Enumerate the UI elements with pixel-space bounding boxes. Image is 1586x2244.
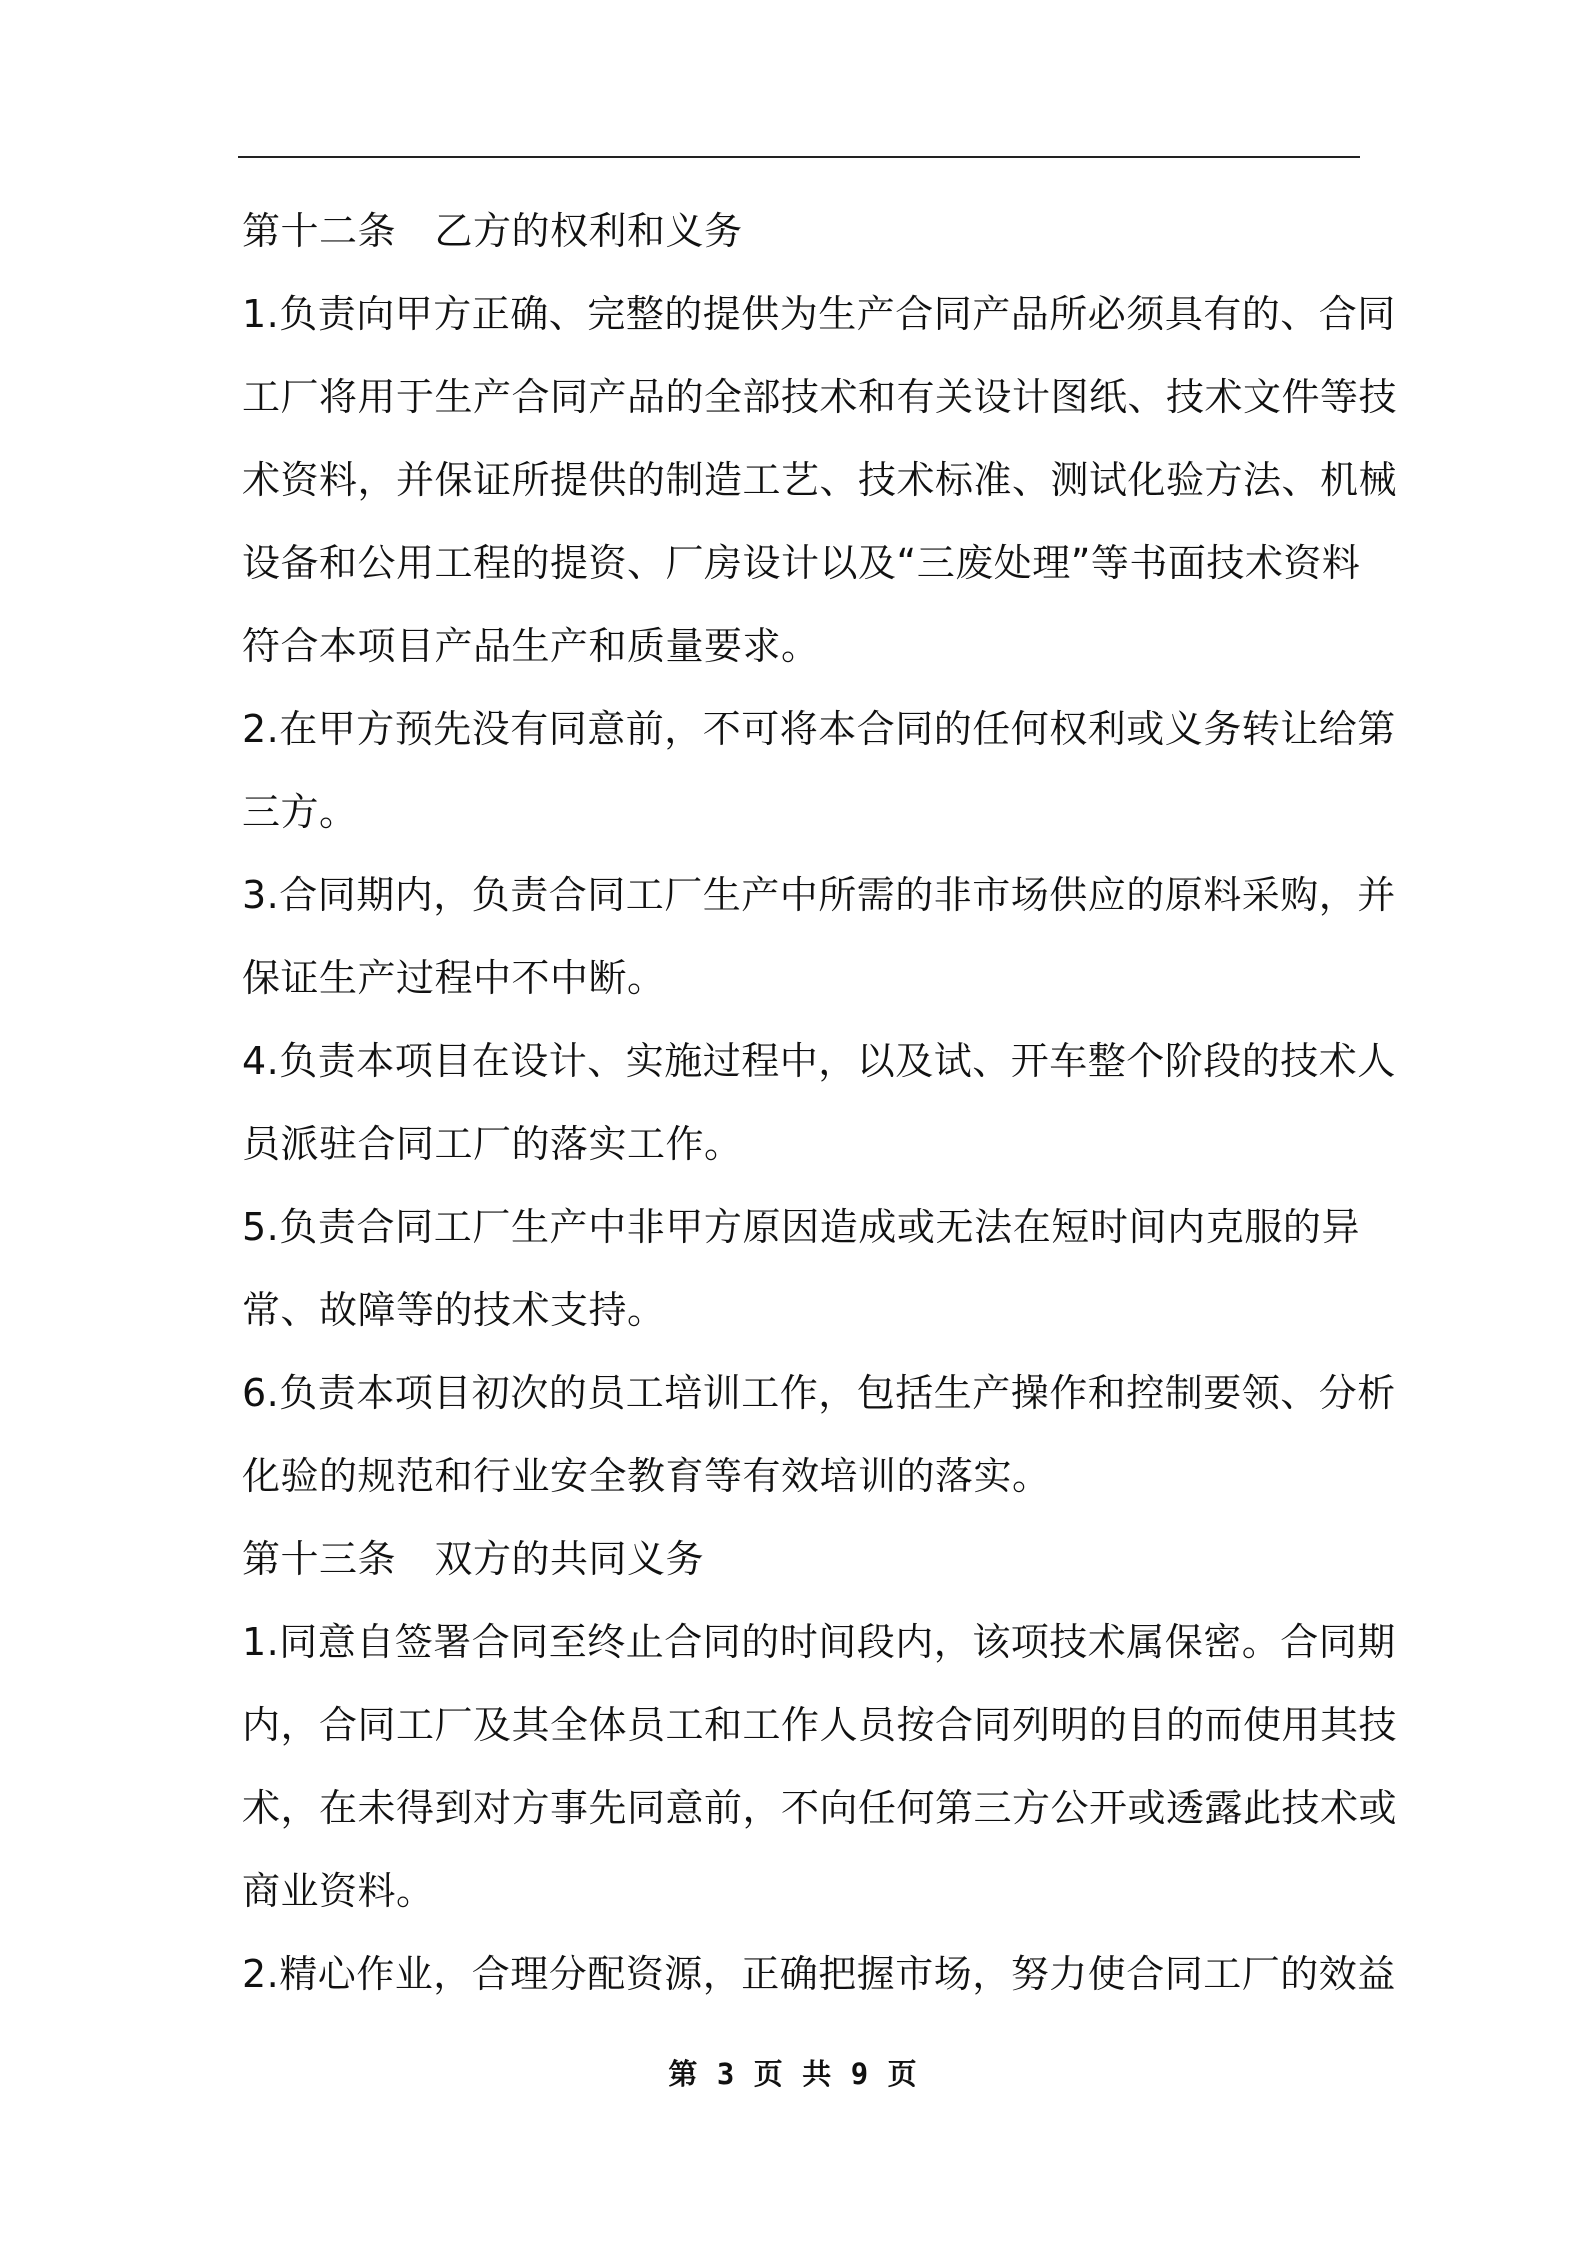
paragraph-line: 1.负责向甲方正确、完整的提供为生产合同产品所必须具有的、合同 [242,292,1396,336]
paragraph-line: 符合本项目产品生产和质量要求。 [242,624,820,668]
paragraph-line: 2.在甲方预先没有同意前，不可将本合同的任何权利或义务转让给第 [242,707,1396,751]
paragraph-line: 5.负责合同工厂生产中非甲方原因造成或无法在短时间内克服的异 [242,1205,1360,1249]
section-heading-12: 第十二条 乙方的权利和义务 [242,209,743,253]
paragraph-line: 3.合同期内，负责合同工厂生产中所需的非市场供应的原料采购，并 [242,873,1396,917]
paragraph-line: 1.同意自签署合同至终止合同的时间段内，该项技术属保密。合同期 [242,1620,1396,1664]
paragraph-line: 员派驻合同工厂的落实工作。 [242,1122,743,1166]
paragraph-line: 常、故障等的技术支持。 [242,1288,666,1332]
paragraph-line: 术，在未得到对方事先同意前，不向任何第三方公开或透露此技术或 [242,1786,1398,1830]
paragraph-line: 内，合同工厂及其全体员工和工作人员按合同列明的目的而使用其技 [242,1703,1398,1747]
paragraph-line: 商业资料。 [242,1869,435,1913]
paragraph-line: 6.负责本项目初次的员工培训工作，包括生产操作和控制要领、分析 [242,1371,1396,1415]
paragraph-line: 三方。 [242,790,358,834]
paragraph-line: 工厂将用于生产合同产品的全部技术和有关设计图纸、技术文件等技 [242,375,1398,419]
paragraph-line: 化验的规范和行业安全教育等有效培训的落实。 [242,1454,1051,1498]
section-heading-13: 第十三条 双方的共同义务 [242,1537,705,1581]
document-body [242,190,1398,2016]
paragraph-line: 保证生产过程中不中断。 [242,956,666,1000]
paragraph-line: 设备和公用工程的提资、厂房设计以及“三废处理”等书面技术资料 [242,541,1361,585]
paragraph-line: 4.负责本项目在设计、实施过程中，以及试、开车整个阶段的技术人 [242,1039,1396,1083]
header-rule [238,156,1360,158]
paragraph-line: 2.精心作业，合理分配资源，正确把握市场，努力使合同工厂的效益 [242,1952,1396,1996]
paragraph-line: 术资料，并保证所提供的制造工艺、技术标准、测试化验方法、机械 [242,458,1398,502]
page-number-footer: 第 3 页 共 9 页 [668,2057,918,2091]
